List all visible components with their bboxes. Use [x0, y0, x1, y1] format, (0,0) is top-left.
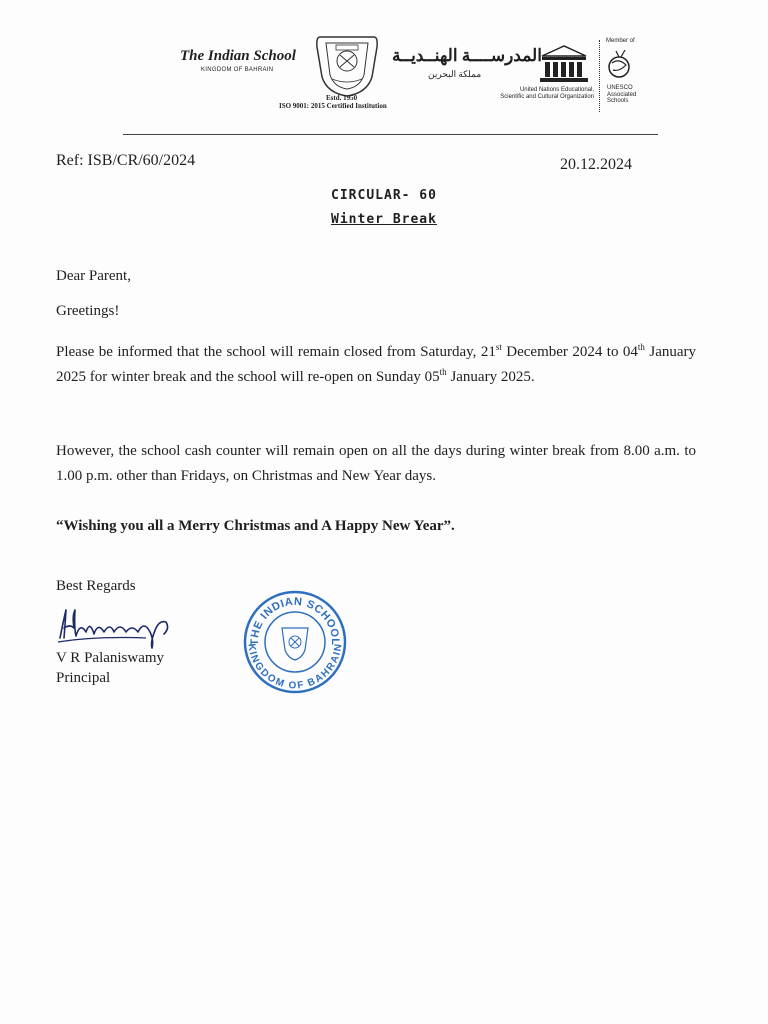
reference-number: Ref: ISB/CR/60/2024	[56, 152, 196, 169]
signatory-name: V R Palaniswamy	[56, 650, 165, 666]
stamp-top-text: THE INDIAN SCHOOL	[248, 595, 342, 646]
unesco-temple-icon	[538, 44, 590, 84]
member-of-label: Member of	[606, 38, 635, 44]
header-rule	[123, 134, 658, 135]
stamp-bottom-text: KINGDOM OF BAHRAIN	[245, 642, 345, 692]
iso-certification: ISO 9001: 2015 Certified Institution	[279, 102, 387, 110]
unesco-caption: United Nations Educational, Scientific and Cultural Organization	[500, 87, 594, 100]
subject-text: Winter Break	[331, 212, 437, 227]
letter-date: 20.12.2024	[560, 156, 632, 173]
closing: Best Regards	[56, 578, 136, 594]
school-stamp	[242, 590, 348, 694]
circular-subject	[0, 212, 768, 227]
signatory-title: Principal	[56, 670, 111, 686]
circular-number: CIRCULAR- 60	[331, 188, 437, 203]
school-name-arabic: المدرســــة الهنــديــة	[392, 46, 542, 65]
header-divider	[599, 40, 600, 112]
location-arabic: مملكة البحرين	[428, 69, 482, 79]
svg-text:KINGDOM OF BAHRAIN	[245, 643, 344, 692]
closure-paragraph: Please be informed that the school will remain closed from Saturday, 21st December 2024 to 04th January 2025 for winter break and the school will re-open on Sunday 05th January 2025.	[56, 342, 697, 385]
salutation: Dear Parent,	[56, 268, 131, 284]
asp-caption: UNESCO Associated Schools	[607, 85, 637, 104]
school-name: The Indian School	[180, 48, 296, 64]
season-greeting: “Wishing you all a Merry Christmas and A Happy New Year”.	[56, 518, 455, 534]
established-year: Estd. 1950	[326, 94, 358, 102]
school-location: KINGDOM OF BAHRAIN	[201, 67, 274, 73]
asp-network-icon	[604, 48, 634, 82]
cash-counter-paragraph: However, the school cash counter will remain open on all the days during winter break from 8.00 a.m. to 1.00 p.m. other than Fridays, on Christmas and New Year days.	[56, 443, 696, 484]
greeting: Greetings!	[56, 303, 120, 319]
school-crest-icon	[312, 33, 382, 99]
principal-signature	[56, 606, 182, 652]
